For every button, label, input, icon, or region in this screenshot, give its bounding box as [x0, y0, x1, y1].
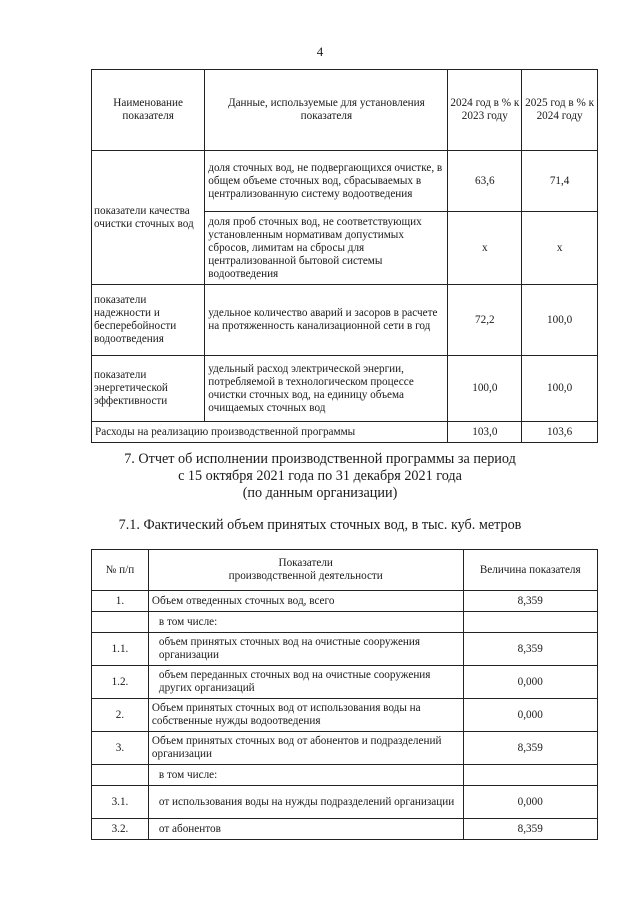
section-7-line1: 7. Отчет об исполнении производственной программы за период [124, 451, 516, 467]
header-value: Величина показателя [463, 550, 598, 591]
indicator-data: доля проб сточных вод, не соответствующих установленным нормативам допустимых сбросов, лимитам на сбросы для централизованной бытовой системы водоотведения [205, 212, 448, 285]
table-row [92, 612, 598, 633]
row-num: 3.1. [92, 786, 149, 819]
table-row [92, 786, 598, 819]
table-row [92, 666, 598, 699]
wastewater-volume-table [91, 549, 598, 840]
table-row [92, 732, 598, 765]
row-value [463, 765, 598, 786]
row-indicator: в том числе: [148, 765, 463, 786]
row-num: 1.1. [92, 633, 149, 666]
value-2024: 100,0 [448, 356, 522, 422]
row-num [92, 765, 149, 786]
value-2025: 100,0 [522, 285, 598, 356]
row-value: 0,000 [463, 786, 598, 819]
value-2024: 63,6 [448, 151, 522, 212]
header-2025: 2025 год в % к 2024 году [522, 70, 598, 151]
row-indicator: Объем отведенных сточных вод, всего [148, 591, 463, 612]
row-value [463, 612, 598, 633]
indicators-table [91, 69, 598, 443]
indicator-name: показатели энергетической эффективности [92, 356, 205, 422]
indicator-data: удельное количество аварий и засоров в расчете на протяженность канализационной сети в год [205, 285, 448, 356]
header-2024: 2024 год в % к 2023 году [448, 70, 522, 151]
indicator-data: удельный расход электрической энергии, потребляемой в технологическом процессе очистки сточных вод, на единицу объема очищаемых сточных вод [205, 356, 448, 422]
header-indicator-line2: производственной деятельности [228, 570, 383, 582]
row-indicator: объем принятых сточных вод на очистные сооружения организации [148, 633, 463, 666]
value-2025: 100,0 [522, 356, 598, 422]
indicator-data: доля сточных вод, не подвергающихся очистке, в общем объеме сточных вод, сбрасываемых в централизованную систему водоотведения [205, 151, 448, 212]
row-num: 3. [92, 732, 149, 765]
table-row [92, 819, 598, 840]
table-row [92, 633, 598, 666]
value-2024: х [448, 212, 522, 285]
header-num: № п/п [92, 550, 149, 591]
page-number: 4 [316, 44, 324, 59]
table-row [92, 356, 598, 422]
header-data: Данные, используемые для установления показателя [205, 70, 448, 151]
total-label: Расходы на реализацию производственной программы [92, 422, 448, 443]
row-num: 1. [92, 591, 149, 612]
row-value: 0,000 [463, 666, 598, 699]
row-indicator: объем переданных сточных вод на очистные сооружения других организаций [148, 666, 463, 699]
total-2024: 103,0 [448, 422, 522, 443]
row-value: 8,359 [463, 591, 598, 612]
header-indicator [148, 550, 463, 591]
row-value: 8,359 [463, 732, 598, 765]
total-2025: 103,6 [522, 422, 598, 443]
row-indicator: Объем принятых сточных вод от использования воды на собственные нужды водоотведения [148, 699, 463, 732]
table-row [92, 591, 598, 612]
section-7-line2: с 15 октября 2021 года по 31 декабря 2021 года [178, 468, 462, 484]
row-indicator: от использования воды на нужды подразделений организации [148, 786, 463, 819]
table-row [92, 151, 598, 212]
section-7-1-title: 7.1. Фактический объем принятых сточных вод, в тыс. куб. метров [118, 517, 522, 533]
indicator-name: показатели качества очистки сточных вод [92, 151, 205, 285]
row-num: 1.2. [92, 666, 149, 699]
row-value: 8,359 [463, 819, 598, 840]
row-num [92, 612, 149, 633]
row-indicator: от абонентов [148, 819, 463, 840]
section-7-title [0, 451, 640, 502]
value-2024: 72,2 [448, 285, 522, 356]
table-row [92, 285, 598, 356]
header-name: Наименование показателя [92, 70, 205, 151]
header-indicator-line1: Показатели [278, 557, 333, 569]
value-2025: 71,4 [522, 151, 598, 212]
table-header-row [92, 550, 598, 591]
row-value: 0,000 [463, 699, 598, 732]
row-num: 3.2. [92, 819, 149, 840]
row-indicator: Объем принятых сточных вод от абонентов и подразделений организации [148, 732, 463, 765]
total-row [92, 422, 598, 443]
table-row [92, 765, 598, 786]
indicator-name: показатели надежности и бесперебойности водоотведения [92, 285, 205, 356]
row-num: 2. [92, 699, 149, 732]
section-7-line3: (по данным организации) [242, 485, 398, 501]
table-header-row [92, 70, 598, 151]
value-2025: х [522, 212, 598, 285]
row-indicator: в том числе: [148, 612, 463, 633]
table-row [92, 699, 598, 732]
row-value: 8,359 [463, 633, 598, 666]
